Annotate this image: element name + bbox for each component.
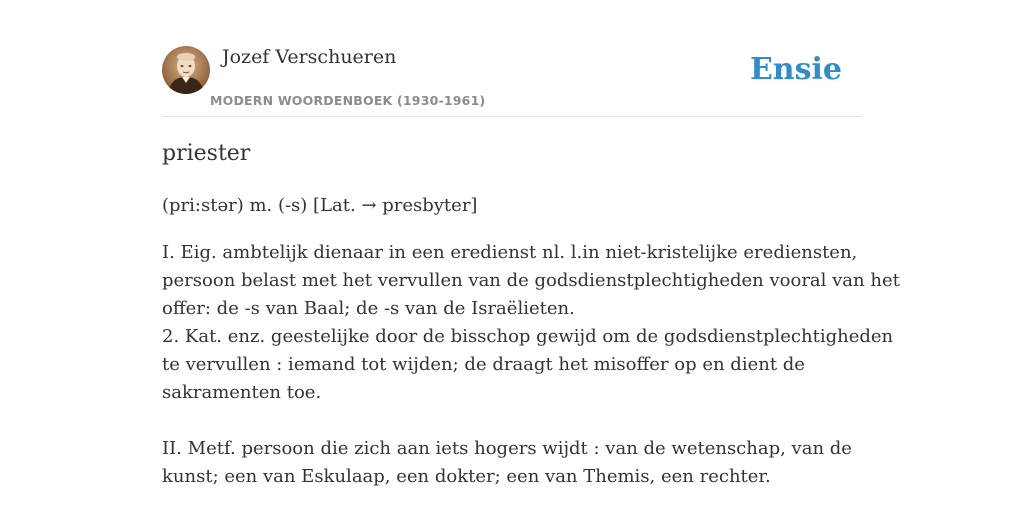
author-avatar[interactable]: [162, 46, 210, 94]
source-title[interactable]: MODERN WOORDENBOEK (1930-1961): [210, 93, 486, 108]
definition-line: persoon belast met het vervullen van de godsdienstplechtigheden vooral van het: [162, 270, 900, 291]
definition-line: I. Eig. ambtelijk dienaar in een eredienst nl. l.in niet-kristelijke erediensten,: [162, 242, 858, 263]
site-logo[interactable]: Ensie: [749, 52, 842, 87]
definition-line: 2. Kat. enz. geestelijke door de bisschop gewijd om de godsdienstplechtigheden: [162, 326, 894, 347]
definition-line: offer: de -s van Baal; de -s van de Israëlieten.: [162, 298, 575, 319]
definition-line: sakramenten toe.: [162, 382, 322, 403]
pronunciation-line: (pri:stər) m. (-s) [Lat. → presbyter]: [162, 195, 478, 216]
definition-line: te vervullen : iemand tot wijden; de draagt het misoffer op en dient de: [162, 354, 805, 375]
entry-header: [162, 46, 862, 117]
author-name[interactable]: Jozef Verschueren: [222, 46, 397, 68]
author-portrait-icon: [162, 46, 210, 94]
definition-line: kunst; een van Eskulaap, een dokter; een van Themis, een rechter.: [162, 466, 771, 487]
paragraph-gap: [162, 407, 862, 435]
definition-body: [162, 239, 900, 491]
definition-line: II. Metf. persoon die zich aan iets hogers wijdt : van de wetenschap, van de: [162, 438, 852, 459]
entry-headword: priester: [162, 141, 251, 166]
